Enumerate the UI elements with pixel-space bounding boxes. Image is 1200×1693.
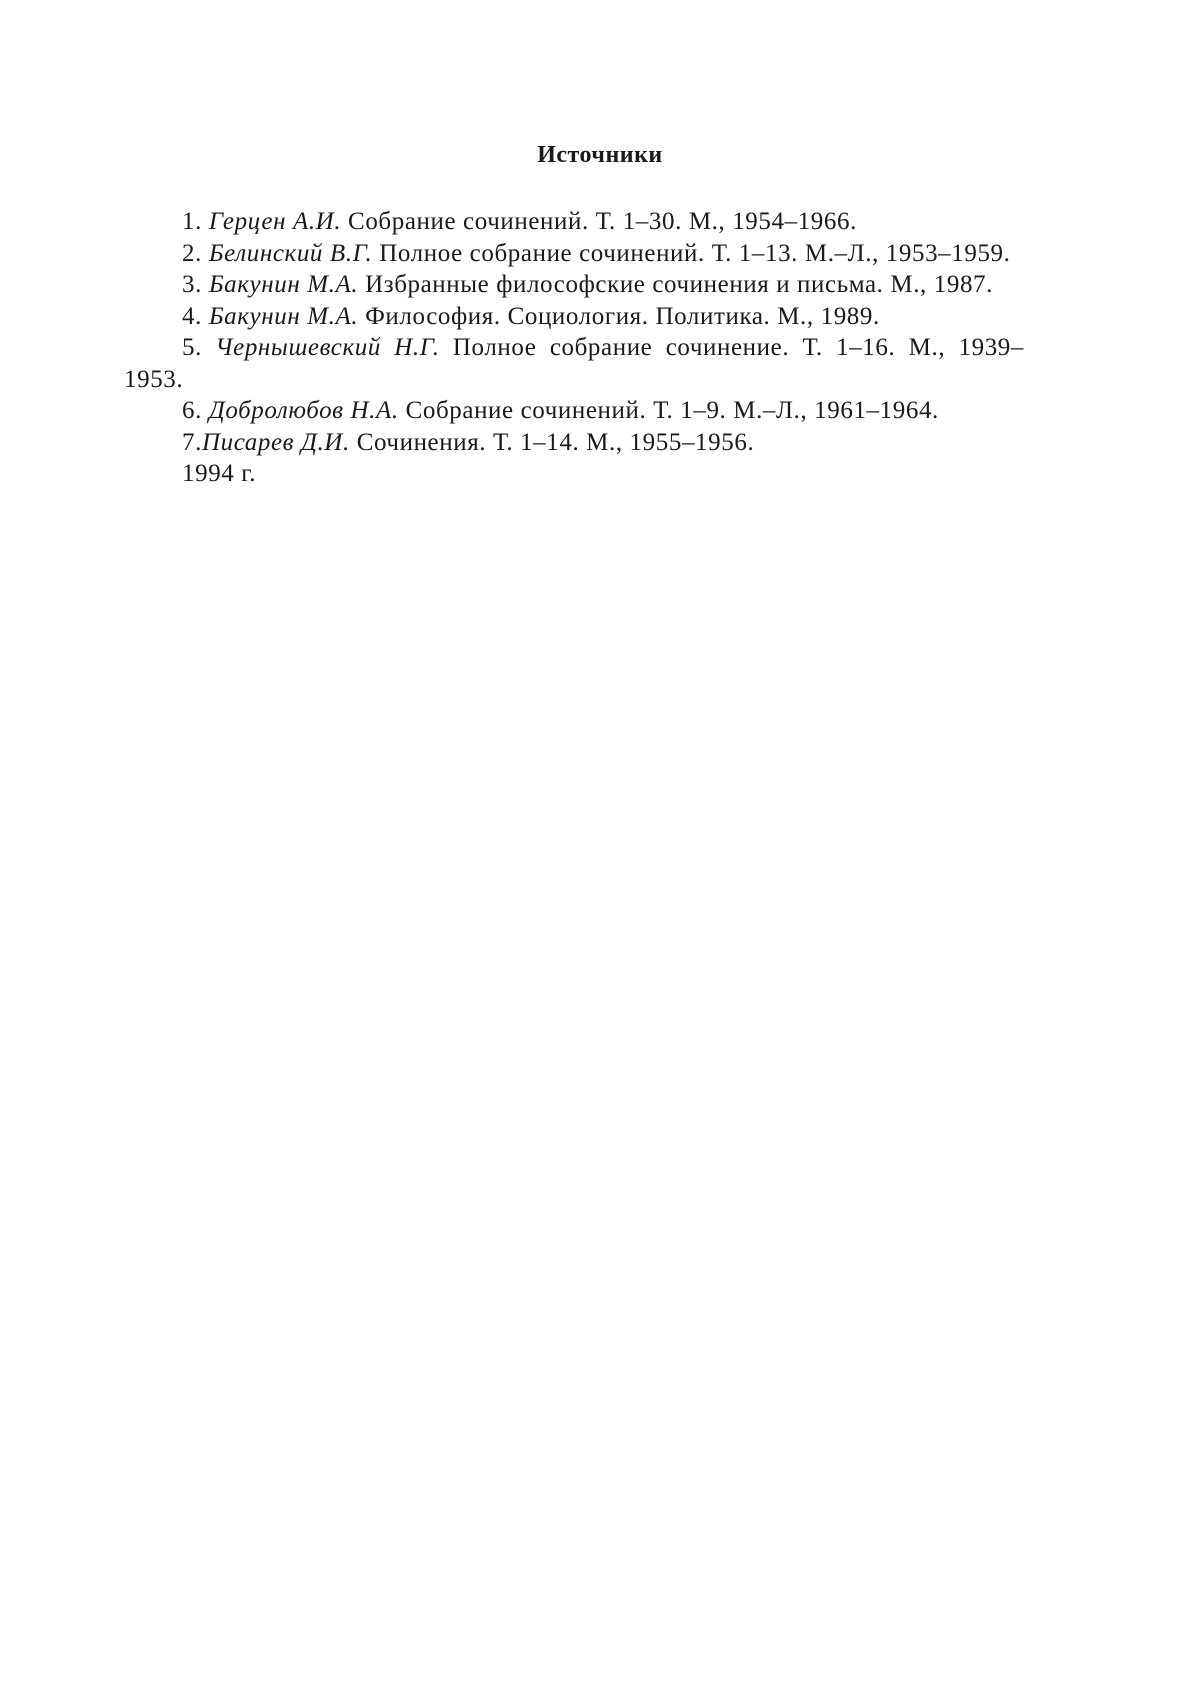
- reference-author: Герцен А.И.: [208, 208, 342, 235]
- document-date: 1994 г.: [182, 460, 257, 487]
- reference-author: Бакунин М.А.: [208, 271, 359, 298]
- reference-author: Писарев Д.И.: [201, 428, 350, 456]
- page-title: Источники: [537, 142, 663, 168]
- list-item: [124, 332, 1024, 395]
- reference-author: Чернышевский Н.Г.: [215, 334, 440, 361]
- reference-number: 6.: [182, 397, 202, 424]
- reference-details: Полное собрание сочинений. Т. 1–13. М.–Л., 1953–1959.: [379, 239, 1011, 267]
- reference-number: 5.: [182, 334, 202, 361]
- reference-author: Бакунин М.А.: [208, 302, 359, 330]
- reference-details: Избранные философские сочинения и письма. М., 1987.: [365, 271, 993, 298]
- reference-details: Сочинения. Т. 1–14. М., 1955–1956.: [356, 428, 755, 456]
- list-item: [124, 238, 1024, 270]
- reference-details: Философия. Социология. Политика. М., 1989.: [365, 302, 880, 330]
- reference-author: Добролюбов Н.А.: [208, 397, 399, 424]
- reference-details: Собрание сочинений. Т. 1–30. М., 1954–1966.: [348, 208, 857, 235]
- list-item: [124, 301, 1024, 333]
- reference-list: [124, 206, 1024, 490]
- reference-number: 7.: [182, 428, 202, 456]
- reference-number: 2.: [182, 239, 202, 267]
- reference-details: Полное собрание сочинение. Т. 1–16. М., 1939–1953.: [124, 334, 1025, 393]
- reference-details: Собрание сочинений. Т. 1–9. М.–Л., 1961–1964.: [405, 397, 939, 424]
- reference-number: 4.: [182, 302, 202, 330]
- reference-number: 3.: [182, 271, 202, 298]
- list-item: [124, 427, 1024, 459]
- list-item: [124, 269, 1024, 301]
- reference-number: 1.: [182, 208, 202, 235]
- list-item: [124, 395, 1024, 427]
- list-item: [124, 206, 1024, 238]
- reference-author: Белинский В.Г.: [208, 239, 373, 267]
